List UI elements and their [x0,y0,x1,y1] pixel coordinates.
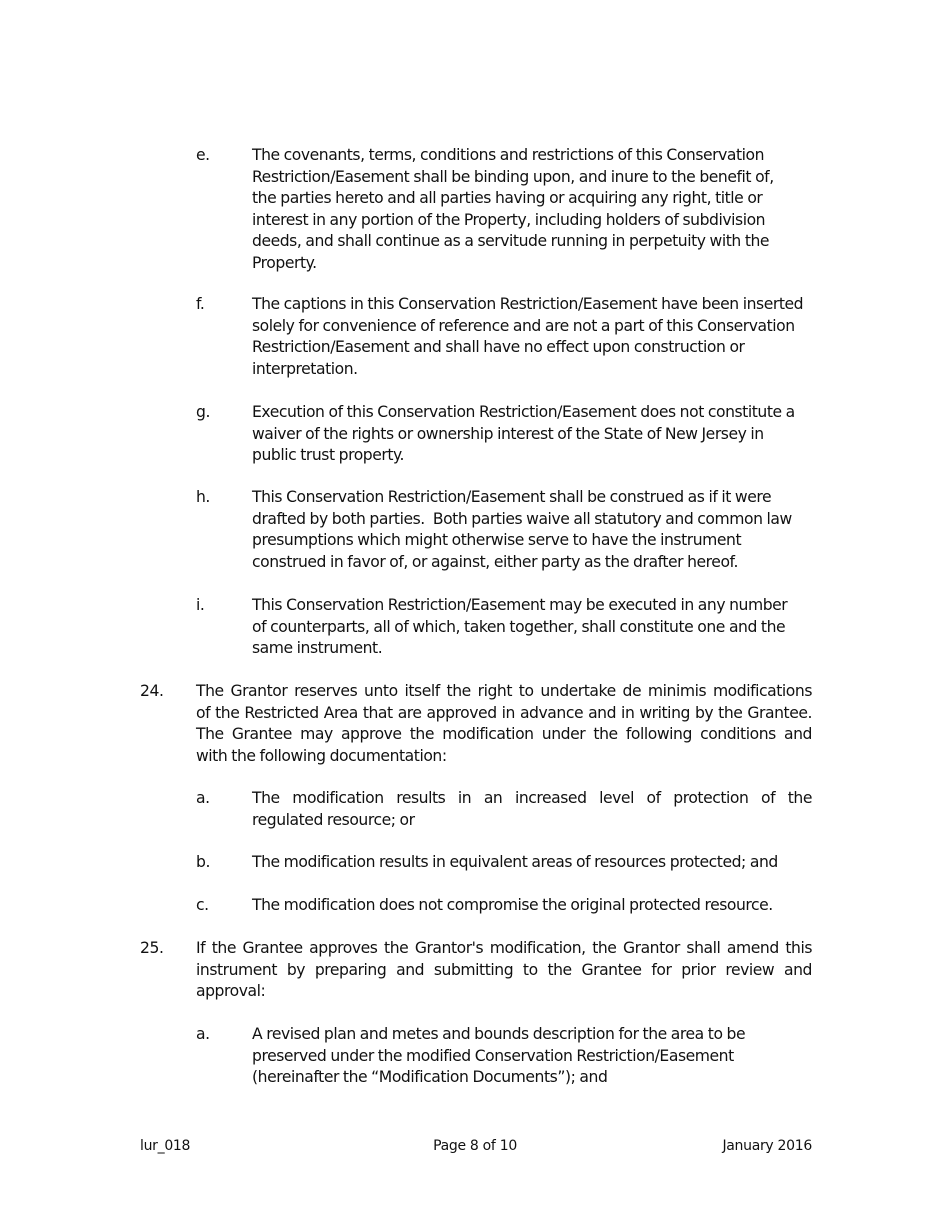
footer-form-id: lur_018 [140,1138,191,1154]
text-line: The modification does not compromise the original protected resource. [252,896,773,914]
text-line: the parties hereto and all parties having or acquiring any right, title or [252,189,763,208]
item-label: g. [196,403,210,421]
text-line: The modification results in an increased level of protection of the [252,789,812,807]
text-line: construed in favor of, or against, either party as the drafter hereof. [252,552,738,571]
item-text [196,681,812,767]
item-text [252,1024,812,1089]
text-line: waiver of the rights or ownership interest of the State of New Jersey in [252,424,764,443]
item-text [252,788,812,831]
item-text [252,895,812,917]
text-line: public trust property. [252,446,405,465]
item-label: i. [196,596,205,614]
text-line: of counterparts, all of which, taken together, shall constitute one and the [252,617,786,636]
text-line: Execution of this Conservation Restriction/Easement does not constitute a [252,403,795,421]
text-line: The covenants, terms, conditions and restrictions of this Conservation [252,146,765,164]
text-line: same instrument. [252,639,383,658]
item-text [252,145,812,275]
item-number: 24. [140,682,164,700]
footer-date: January 2016 [722,1138,812,1154]
item-text [252,595,812,660]
item-label: f. [196,295,205,313]
text-line: of the Restricted Area that are approved in advance and in writing by the Grantee. [196,703,812,722]
item-text [252,487,812,573]
item-label: a. [196,1025,210,1043]
text-line: (hereinafter the “Modification Documents”); and [252,1068,608,1087]
text-line: This Conservation Restriction/Easement shall be construed as if it were [252,488,772,506]
text-line: The captions in this Conservation Restriction/Easement have been inserted [252,295,804,313]
item-text [252,402,812,467]
text-line: interpretation. [252,359,358,378]
text-line: regulated resource; or [252,810,415,829]
text-line: The Grantee may approve the modification under the following conditions and [196,725,812,744]
item-label: b. [196,853,210,871]
text-line: This Conservation Restriction/Easement may be executed in any number [252,596,788,614]
text-line: instrument by preparing and submitting to the Grantee for prior review and [196,960,812,979]
text-line: presumptions which might otherwise serve to have the instrument [252,531,742,550]
text-line: drafted by both parties. Both parties waive all statutory and common law [252,509,792,528]
text-line: solely for convenience of reference and are not a part of this Conservation [252,316,795,335]
text-line: Restriction/Easement and shall have no effect upon construction or [252,338,745,357]
text-line: The modification results in equivalent areas of resources protected; and [252,853,778,871]
text-line: Property. [252,253,317,272]
text-line: deeds, and shall continue as a servitude running in perpetuity with the [252,232,770,251]
text-line: interest in any portion of the Property, including holders of subdivision [252,210,766,229]
text-line: with the following documentation: [196,746,447,765]
item-text [252,294,812,380]
item-label: h. [196,488,210,506]
item-label: a. [196,789,210,807]
footer-page-number: Page 8 of 10 [433,1138,517,1154]
text-line: The Grantor reserves unto itself the right to undertake de minimis modifications [196,682,812,700]
item-text [196,938,812,1003]
item-text [252,852,812,874]
text-line: Restriction/Easement shall be binding upon, and inure to the benefit of, [252,167,774,186]
item-label: e. [196,146,210,164]
item-label: c. [196,896,209,914]
text-line: If the Grantee approves the Grantor's modification, the Grantor shall amend this [196,939,812,957]
text-line: approval: [196,982,266,1001]
item-number: 25. [140,939,164,957]
text-line: A revised plan and metes and bounds description for the area to be [252,1025,746,1043]
text-line: preserved under the modified Conservation Restriction/Easement [252,1046,734,1065]
